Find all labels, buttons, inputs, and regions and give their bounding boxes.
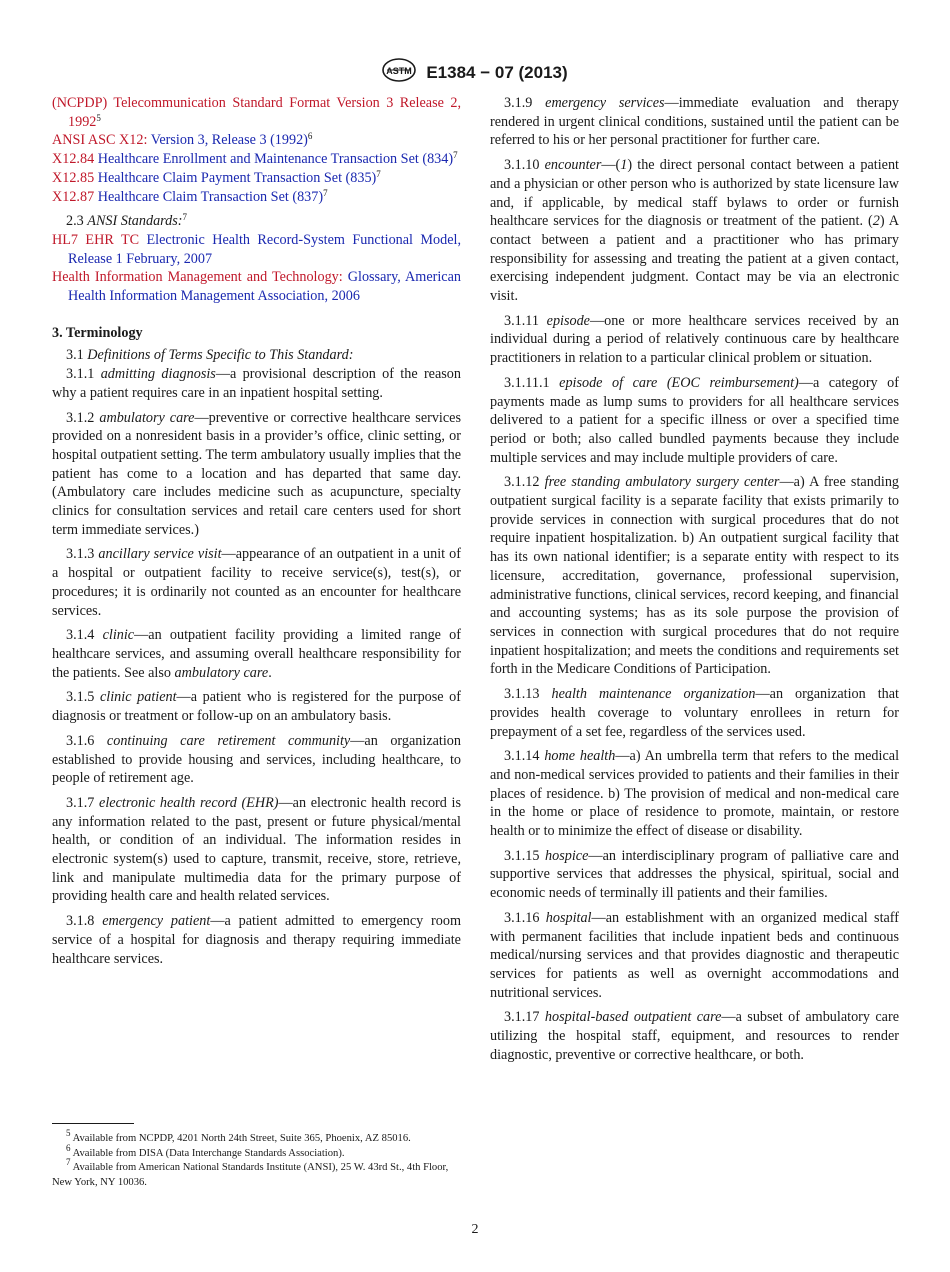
- reference-hl7-ehr[interactable]: HL7 EHR TC Electronic Health Record-System Functional Model, Release 1 February, 2007: [52, 231, 462, 267]
- reference-ansi-asc-x12[interactable]: ANSI ASC X12: Version 3, Release 3 $(1992)^6$: [52, 131, 313, 149]
- definition-health-maintenance-organization: 3.1.13 health maintenance organization—an organization that provides health coverage to voluntary enrollees in return for prepayment of a set fee, regardless of the services used.: [490, 686, 899, 740]
- definition-free-standing-ambulatory-surgery-center: 3.1.12 free standing ambulatory surgery center—a) A free standing outpatient surgical facility is a separate facility that exists primarily to provide services in connection with surgical procedures that do not require inpatient hospitalization. b) An outpatient surgical facility that has its own national identifier; is a separate entity with respect to its licensure, accreditation, governance, professional supervision, administrative functions, clinical services, record keeping, and financial and accounting systems; has as its sole purpose the provision of services in connection with surgical procedures that do not require inpatient hospitalization; and meets the conditions and requirements set forth in the Medicare Conditions of Participation.: [490, 474, 900, 678]
- reference-x12-85[interactable]: X12.85 Healthcare Claim Payment Transaction Set $(835)^7$: [52, 168, 381, 186]
- definition-home-health: 3.1.14 home health—a) An umbrella term that refers to the medical and non-medical services provided to patients and their families in their places of residence. b) The provision of medical and non-medical care in the home or place of residence to promote, maintain, or restore health or to minimize the effect of disease or disability.: [490, 748, 900, 840]
- definition-clinic-patient: 3.1.5 clinic patient—a patient who is registered for the purpose of diagnosis or treatment or follow-up on an ambulatory basis.: [52, 689, 462, 725]
- definition-emergency-patient: 3.1.8 emergency patient—a patient admitted to emergency room service of a hospital for diagnosis and therapy requiring immediate healthcare services.: [52, 913, 461, 967]
- definition-clinic: 3.1.4 clinic—an outpatient facility providing a limited range of healthcare services, and assuming overall healthcare responsibility for the patients. See also ambulatory care.: [52, 627, 461, 681]
- footnote-5: $^5$ Available from NCPDP, 4201 North 24th Street, Suite 365, Phoenix, AZ 85016.: [66, 1128, 411, 1144]
- definition-electronic-health-record: 3.1.7 electronic health record (EHR)—an electronic health record is any information related to the past, present or future physical/mental health, or condition of an individual. The information resides in electronic system(s) used to capture, transmit, receive, store, retrieve, link and manipulate multimedia data for the primary purpose of providing health care and health related services.: [52, 794, 461, 905]
- definition-hospice: 3.1.15 hospice—an interdisciplinary program of palliative care and supportive services that addresses the physical, spiritual, social and economic needs of terminally ill patients and their families.: [490, 847, 899, 902]
- astm-logo-icon: [382, 58, 416, 87]
- definition-episode: 3.1.11 episode—one or more healthcare services received by an individual during a period of relatively continuous care by healthcare practitioners in relation to a particular clinical problem or situation.: [490, 312, 899, 367]
- logo-lettering: ASTM: [386, 66, 413, 76]
- definition-admitting-diagnosis: 3.1.1 admitting diagnosis—a provisional description of the reason why a patient requires care in an inpatient hospital setting.: [52, 366, 461, 401]
- reference-ncpdp[interactable]: (NCPDP) Telecommunication Standard Format Version 3 Release 2, 1992$^5$: [52, 95, 461, 130]
- definition-hospital: 3.1.16 hospital—an establishment with an organized medical staff with permanent facilities that include inpatient beds and continuous medical/nursing services and that provides diagnostic and therapeutic services for patients as well as overnight accommodations and nutritional services.: [490, 909, 899, 1001]
- right-column: [490, 94, 899, 1070]
- definition-ancillary-service-visit: 3.1.3 ancillary service visit—appearance of an outpatient in a unit of a hospital or outpatient facility to receive service(s), test(s), or procedures; it is ordinarily not counted as an encounter for healthcare services.: [52, 546, 461, 619]
- left-column: [52, 94, 461, 974]
- ansi-standards-heading: 2.3 ANSI Standards:$^7$: [66, 212, 188, 230]
- section-heading-terminology: 3. Terminology: [52, 324, 143, 341]
- subsection-heading-definitions: 3.1 Definitions of Terms Specific to This Standard:: [66, 347, 354, 364]
- footnotes: [52, 1128, 461, 1190]
- definition-episode-of-care: 3.1.11.1 episode of care (EOC reimbursement)—a category of payments made as lump sums to providers for all healthcare services delivered to a patient for a specific illness or over a specified time period or both; also called bundled payments because they include multiple services and may include multiple providers of care.: [490, 374, 900, 466]
- reference-x12-84[interactable]: X12.84 Healthcare Enrollment and Maintenance Transaction Set $(834)^7$: [52, 150, 458, 168]
- document-id: E1384 − 07 (2013): [426, 62, 568, 82]
- footnote-6: $^6$ Available from DISA (Data Interchange Standards Association).: [66, 1142, 345, 1159]
- footnote-7: $^7$ Available from American National Standards Institute (ANSI), 25 W. 43rd St., 4th Floor, New York, NY 10036.: [52, 1157, 449, 1188]
- definition-emergency-services: 3.1.9 emergency services—immediate evaluation and therapy rendered in urgent clinical conditions, sustained until the patient can be referred to his or her personal practitioner for further care.: [490, 95, 899, 149]
- definition-encounter: 3.1.10 encounter—(1) the direct personal contact between a patient and a physician or other person who is authorized by state licensure law and, if applicable, by medical staff bylaws to order or furnish healthcare services for the diagnosis or treatment of the patient. (2) A contact between a patient and a practitioner who has primary responsibility for assessing and treating the patient at a given contact, exercising independent judgment. Contact may be via an electronic visit.: [490, 157, 900, 305]
- reference-x12-87[interactable]: X12.87 Healthcare Claim Transaction Set $(837)^7$: [52, 187, 328, 205]
- definition-hospital-based-outpatient-care: 3.1.17 hospital-based outpatient care—a subset of ambulatory care utilizing the hospital staff, equipment, and resources to render diagnostic, preventive or corrective healthcare, or both.: [490, 1009, 899, 1063]
- definition-ambulatory-care: 3.1.2 ambulatory care—preventive or corrective healthcare services provided on a nonresident basis in a provider’s office, clinic setting, or hospital outpatient setting. The term ambulatory usually implies that the patient has come to a location and has departed that same day. (Ambulatory care includes medicine such as acupuncture, specialty clinics for consultation services and retail care centers used for short term immediate services.): [52, 409, 461, 538]
- page-header: [0, 58, 950, 87]
- page-number: 2: [471, 1222, 479, 1237]
- reference-himt-glossary[interactable]: Health Information Management and Technology: Glossary, American Health Information Management Association, 2006: [52, 269, 461, 305]
- definition-continuing-care-retirement-community: 3.1.6 continuing care retirement community—an organization established to provide housing and services, including healthcare, to people of retirement age.: [52, 732, 461, 787]
- footnote-divider: [52, 1123, 134, 1124]
